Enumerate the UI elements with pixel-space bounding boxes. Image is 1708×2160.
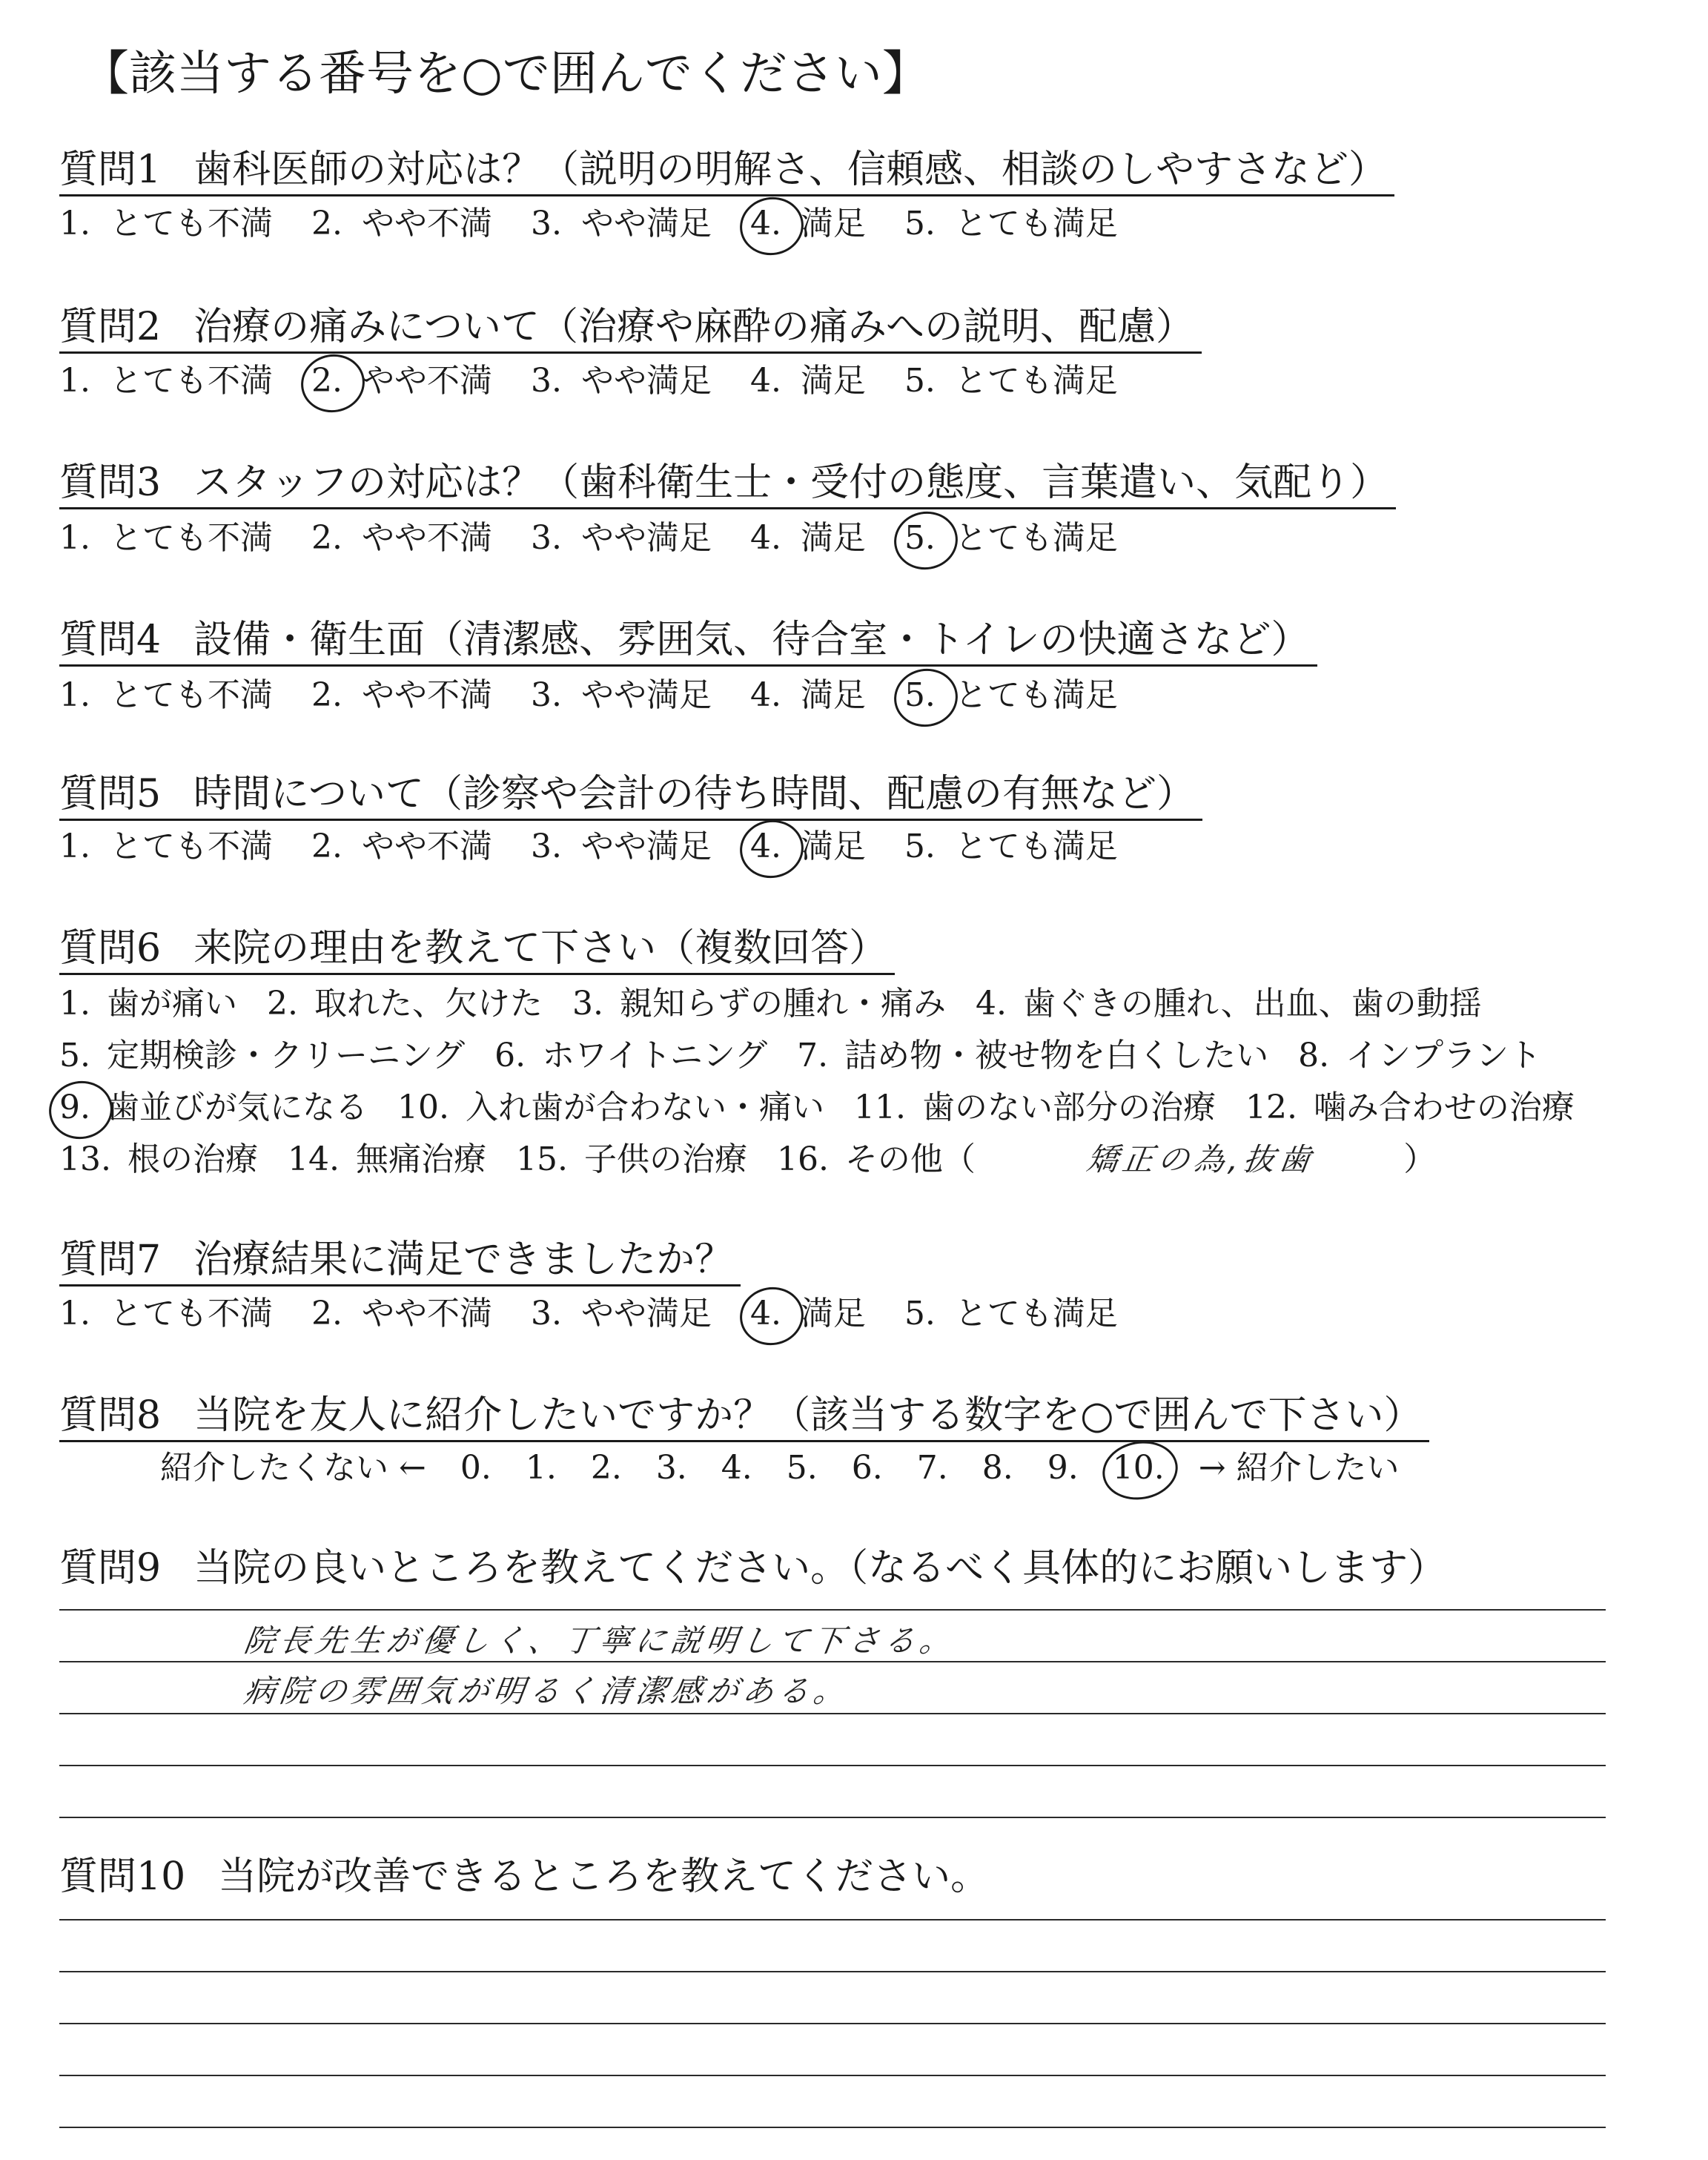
q3-option-4-label: 満足 [800,519,866,557]
q6-option-13 [59,1139,258,1180]
q3-option-5-number: 5. [904,519,936,557]
q1-option-5 [904,203,1118,245]
question-1 [59,145,1394,196]
q2-option-4-number: 4. [749,362,781,400]
q6-option-7-number: 7. [797,1037,829,1074]
q5-option-3 [531,826,712,868]
q4-option-2-number: 2. [311,676,342,714]
q1-option-2 [311,203,492,245]
q8-scale-2: 2. [590,1449,622,1487]
q4-option-1-number: 1. [59,676,90,714]
q1-option-3-label: やや満足 [580,205,712,242]
q6-option-2-label: 取れた、欠けた [314,985,543,1023]
q6-option-4-label: 歯ぐきの腫れ、出血、歯の動揺 [1022,985,1482,1023]
q5-option-4-number: 4. [749,828,781,865]
q2-option-3-number: 3. [530,362,562,400]
q8-scale-0: 0. [460,1449,491,1487]
q3-option-2 [311,518,492,559]
q6-option-9 [59,1087,368,1129]
q8-scale-5: 5. [786,1449,818,1487]
q6-option-3-number: 3. [572,985,603,1023]
q6-other-handwritten: 矯正の為,抜歯 [1084,1141,1317,1178]
q5-option-2-number: 2. [311,828,342,865]
question-8-scale [160,1447,1400,1489]
q8-scale-9: 9. [1047,1449,1079,1487]
question-6-options-row-3 [59,1087,1604,1129]
q2-option-1-label: とても不満 [109,362,273,400]
q2-option-1 [59,360,273,402]
question-9 [59,1544,1454,1593]
q7-option-5 [904,1293,1118,1335]
q5-option-4-label: 満足 [800,828,866,865]
q6-option-13-label: 根の治療 [127,1140,258,1178]
q3-option-3 [531,518,712,559]
q4-option-5 [904,675,1118,716]
q6-option-8 [1298,1035,1541,1077]
q7-option-3-label: やや満足 [580,1295,712,1332]
question-8-left-label: 紹介したくない ← [160,1449,426,1487]
q8-scale-4: 4. [721,1449,752,1487]
question-3 [59,458,1396,509]
question-4-text: 設備・衛生面（清潔感、雰囲気、待合室・トイレの快適さなど） [193,618,1310,662]
question-8-right-label: → 紹介したい [1198,1449,1400,1487]
q5-option-1-label: とても不満 [109,828,273,865]
q6-option-4 [976,983,1482,1025]
question-4-number: 質問4 [59,618,162,662]
q4-option-5-label: とても満足 [954,676,1118,714]
q6-option-6-label: ホワイトニング [542,1037,768,1074]
q6-option-5-label: 定期検診・クリーニング [106,1037,466,1074]
answer-line [59,1661,1606,1662]
q1-option-4 [750,203,866,245]
q6-option-12-label: 噛み合わせの治療 [1313,1089,1575,1126]
q5-option-5-label: とても満足 [954,828,1118,865]
q6-option-9-number: 9. [59,1089,90,1126]
q7-option-4-number: 4. [749,1295,781,1332]
q4-option-4-label: 満足 [800,676,866,714]
q7-option-5-number: 5. [904,1295,936,1332]
q3-option-3-number: 3. [530,519,562,557]
q1-option-2-label: やや不満 [361,205,492,242]
q6-option-11-number: 11. [853,1089,906,1126]
answer-line [59,2127,1606,2128]
q6-option-11-label: 歯のない部分の治療 [921,1089,1216,1126]
q6-option-14-number: 14. [287,1140,340,1178]
selection-circle [1098,1436,1182,1506]
q2-option-2-number: 2. [311,362,342,400]
q5-option-1-number: 1. [59,828,90,865]
q4-option-1 [59,675,273,716]
question-5-text: 時間について（診察や会計の待ち時間、配慮の有無など） [193,772,1196,816]
q1-option-3 [531,203,712,245]
question-6-options-row-4 [59,1139,1436,1180]
q1-option-5-number: 5. [904,205,936,242]
question-2-text: 治療の痛みについて（治療や麻酔の痛みへの説明、配慮） [193,305,1195,349]
question-2-options [59,360,1156,402]
question-3-number: 質問3 [59,460,162,505]
q1-option-1 [59,203,273,245]
question-8-text: 当院を友人に紹介したいですか？（該当する数字を○で囲んで下さい） [193,1393,1423,1438]
q1-option-1-number: 1. [59,205,90,242]
question-6-number: 質問6 [59,926,162,971]
q3-option-5-label: とても満足 [954,519,1118,557]
answer-line [59,1609,1606,1611]
q6-option-14 [288,1139,486,1180]
q7-option-2 [311,1293,492,1335]
q7-option-2-label: やや不満 [361,1295,492,1332]
q2-option-2-label: やや不満 [361,362,492,400]
answer-line [59,1765,1606,1766]
q3-option-2-number: 2. [311,519,342,557]
q7-option-3 [531,1293,712,1335]
question-6-options-row-1 [59,983,1512,1025]
question-6 [59,924,895,975]
q1-option-3-number: 3. [530,205,562,242]
question-1-number: 質問1 [59,148,162,192]
q3-option-3-label: やや満足 [580,519,712,557]
q6-other-close: ） [1403,1140,1437,1178]
q3-option-4-number: 4. [749,519,781,557]
q6-option-7 [797,1035,1268,1077]
q6-option-5 [59,1035,465,1077]
q6-option-8-number: 8. [1298,1037,1330,1074]
q1-option-2-number: 2. [311,205,342,242]
q5-option-3-number: 3. [530,828,562,865]
q6-option-1-label: 歯が痛い [106,985,237,1023]
q3-option-5 [904,518,1118,559]
q2-option-5-number: 5. [904,362,936,400]
q6-option-3 [572,983,946,1025]
q6-option-5-number: 5. [59,1037,90,1074]
q5-option-2 [311,826,492,868]
question-8 [59,1391,1429,1442]
answer-line [59,1919,1606,1920]
q2-option-2 [311,360,492,402]
q5-option-1 [59,826,273,868]
q1-option-5-label: とても満足 [954,205,1118,242]
q3-option-2-label: やや不満 [361,519,492,557]
question-10-text: 当院が改善できるところを教えてください。 [218,1855,990,1899]
question-1-options [59,203,1156,245]
q6-option-16 [777,1139,976,1180]
question-7-options [59,1293,1156,1335]
q6-option-2-number: 2. [266,985,298,1023]
question-8-number: 質問8 [59,1393,162,1438]
q1-option-4-label: 満足 [800,205,866,242]
q6-option-3-label: 親知らずの腫れ・痛み [619,985,946,1023]
question-3-text: スタッフの対応は？（歯科衛生士・受付の態度、言葉遣い、気配り） [193,460,1389,505]
question-4-options [59,675,1156,716]
q6-option-15-label: 子供の治療 [583,1140,747,1178]
q7-option-4-label: 満足 [800,1295,866,1332]
q6-option-6-number: 6. [494,1037,526,1074]
q6-option-9-label: 歯並びが気になる [106,1089,368,1126]
answer-line [59,1971,1606,1972]
answer-line [59,2023,1606,2024]
q4-option-3-label: やや満足 [580,676,712,714]
q4-option-5-number: 5. [904,676,936,714]
q6-option-12 [1245,1087,1575,1129]
question-9-answer-line-1: 院長先生が優しく、丁寧に説明して下さる。 [242,1622,959,1659]
q8-scale-1: 1. [525,1449,557,1487]
question-2-number: 質問2 [59,305,162,349]
q4-option-3-number: 3. [530,676,562,714]
q2-option-4-label: 満足 [800,362,866,400]
question-10-number: 質問10 [59,1855,186,1899]
q5-option-5-number: 5. [904,828,936,865]
q2-option-4 [750,360,866,402]
q4-option-1-label: とても不満 [109,676,273,714]
q5-option-2-label: やや不満 [361,828,492,865]
answer-line [59,2075,1606,2076]
question-9-answer-line-2: 病院の雰囲気が明るく清潔感がある。 [242,1673,853,1709]
question-4 [59,615,1317,667]
question-6-options-row-2 [59,1035,1571,1077]
q7-option-4 [750,1293,866,1335]
q6-option-10-number: 10. [397,1089,449,1126]
question-1-text: 歯科医師の対応は？（説明の明解さ、信頼感、相談のしやすさなど） [193,148,1388,192]
q5-option-3-label: やや満足 [580,828,712,865]
q5-option-5 [904,826,1118,868]
q4-option-2 [311,675,492,716]
question-5-number: 質問5 [59,772,162,816]
q6-option-16-label: その他（ [844,1140,976,1178]
q3-option-1-label: とても不満 [109,519,273,557]
q6-option-1-number: 1. [59,985,90,1023]
q6-option-12-number: 12. [1245,1089,1297,1126]
q7-option-2-number: 2. [311,1295,342,1332]
q6-option-6 [494,1035,767,1077]
q3-option-1 [59,518,273,559]
q6-option-14-label: 無痛治療 [355,1140,486,1178]
q4-option-3 [531,675,712,716]
question-3-options [59,518,1156,559]
question-10 [59,1852,996,1901]
question-7 [59,1235,741,1287]
q2-option-3 [531,360,712,402]
q2-option-5-label: とても満足 [954,362,1118,400]
q6-option-16-number: 16. [776,1140,829,1178]
q8-scale-7: 7. [916,1449,948,1487]
question-2 [59,303,1202,354]
q6-option-10 [397,1087,824,1129]
question-5-options [59,826,1156,868]
q6-option-4-number: 4. [975,985,1007,1023]
q7-option-1-number: 1. [59,1295,90,1332]
q6-option-2 [267,983,543,1025]
question-7-number: 質問7 [59,1238,162,1282]
q7-option-5-label: とても満足 [954,1295,1118,1332]
q2-option-3-label: やや満足 [580,362,712,400]
question-6-text: 来院の理由を教えて下さい（複数回答） [193,926,888,971]
q6-option-13-number: 13. [59,1140,111,1178]
q7-option-1 [59,1293,273,1335]
q2-option-5 [904,360,1118,402]
q7-option-3-number: 3. [530,1295,562,1332]
q7-option-1-label: とても不満 [109,1295,273,1332]
q6-option-8-label: インプラント [1345,1037,1542,1074]
q1-option-4-number: 4. [749,205,781,242]
q1-option-1-label: とても不満 [109,205,273,242]
question-5 [59,770,1202,821]
q6-option-11 [854,1087,1216,1129]
q4-option-4-number: 4. [749,676,781,714]
answer-line [59,1817,1606,1818]
q2-option-1-number: 1. [59,362,90,400]
q8-scale-3: 3. [655,1449,687,1487]
q8-scale-6: 6. [851,1449,883,1487]
q6-option-15-number: 15. [515,1140,568,1178]
q6-option-10-label: 入れ歯が合わない・痛い [465,1089,824,1126]
q8-scale-10: 10. [1113,1447,1165,1489]
question-7-text: 治療結果に満足できましたか？ [193,1238,734,1282]
q6-option-7-label: 詰め物・被せ物を白くしたい [844,1037,1269,1074]
q3-option-1-number: 1. [59,519,90,557]
q8-scale-8: 8. [982,1449,1013,1487]
question-9-text: 当院の良いところを教えてください。（なるべく具体的にお願いします） [193,1546,1447,1591]
answer-line [59,1713,1606,1714]
q6-option-15 [516,1139,747,1180]
question-9-number: 質問9 [59,1546,162,1591]
q5-option-4 [750,826,866,868]
q4-option-2-label: やや不満 [361,676,492,714]
q3-option-4 [750,518,866,559]
q6-option-1 [59,983,237,1025]
q4-option-4 [750,675,866,716]
form-title: 【該当する番号を○で囲んでください】 [82,47,930,102]
